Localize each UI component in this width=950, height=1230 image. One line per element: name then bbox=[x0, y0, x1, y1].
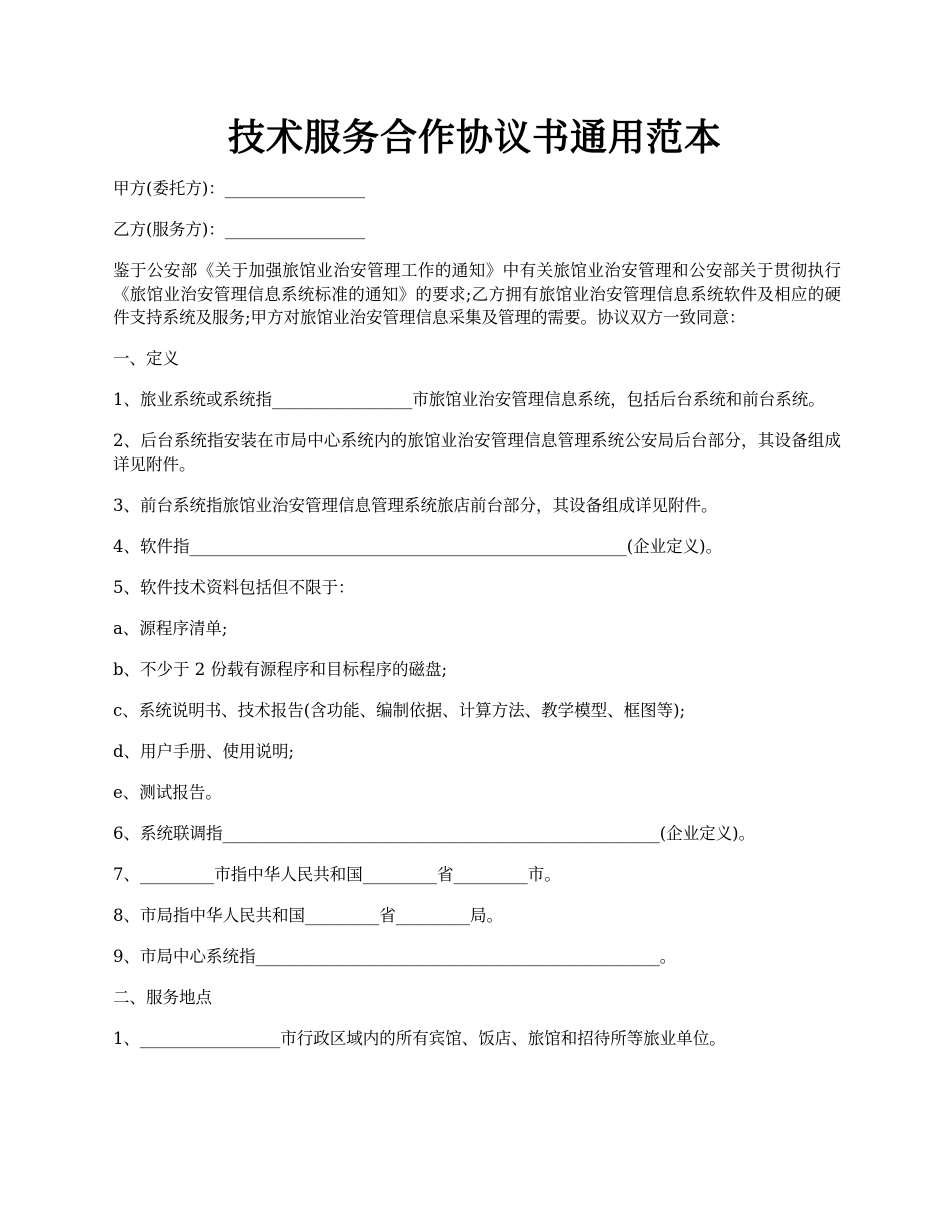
clause-9: 9、市局中心系统指_________________________________________________。 bbox=[113, 946, 677, 966]
clause-1: 1、旅业系统或系统指_________________市旅馆业治安管理信息系统，包括后台系统和前台系统。 bbox=[113, 390, 825, 409]
party-b-line: 乙方(服务方)：_________________ bbox=[113, 220, 366, 239]
clause-3: 3、前台系统指旅馆业治安管理信息管理系统旅店前台部分，其设备组成详见附件。 bbox=[113, 495, 718, 515]
clause-5: 5、软件技术资料包括但不限于： bbox=[113, 577, 355, 597]
list-item-b: b、不少于 2 份载有源程序和目标程序的磁盘; bbox=[113, 659, 448, 679]
document-body bbox=[113, 177, 841, 1068]
clause-8: 8、市局指中华人民共和国_________省_________局。 bbox=[113, 905, 503, 925]
preamble-paragraph: 鉴于公安部《关于加强旅馆业治安管理工作的通知》中有关旅馆业治安管理和公安部关于贯彻执行《旅馆业治安管理信息系统标准的通知》的要求;乙方拥有旅馆业治安管理信息系统软件及相应的硬件支持系统及服务;甲方对旅馆业治安管理信息采集及管理的需要。协议双方一致同意： bbox=[113, 261, 841, 327]
service-location-clause-1: 1、_________________市行政区域内的所有宾馆、饭店、旅馆和招待所等旅业单位。 bbox=[113, 1028, 726, 1048]
section-heading-service-location: 二、服务地点 bbox=[113, 987, 212, 1007]
clause-2: 2、后台系统指安装在市局中心系统内的旅馆业治安管理信息管理系统公安局后台部分，其设备组成详见附件。 bbox=[113, 431, 841, 474]
clause-7: 7、_________市指中华人民共和国_________省_________市。 bbox=[113, 864, 561, 884]
section-heading-definitions: 一、定义 bbox=[113, 349, 179, 368]
party-a-line: 甲方(委托方)：_________________ bbox=[113, 179, 366, 198]
list-item-d: d、用户手册、使用说明; bbox=[113, 741, 295, 761]
clause-6: 6、系统联调指_____________________________________________________(企业定义)。 bbox=[113, 823, 756, 843]
list-item-c: c、系统说明书、技术报告(含功能、编制依据、计算方法、教学模型、框图等); bbox=[113, 700, 686, 720]
document-title: 技术服务合作协议书通用范本 bbox=[228, 115, 722, 159]
list-item-e: e、测试报告。 bbox=[113, 782, 222, 802]
clause-4: 4、软件指_____________________________________________________(企业定义)。 bbox=[113, 536, 723, 556]
list-item-a: a、源程序清单; bbox=[113, 618, 228, 638]
